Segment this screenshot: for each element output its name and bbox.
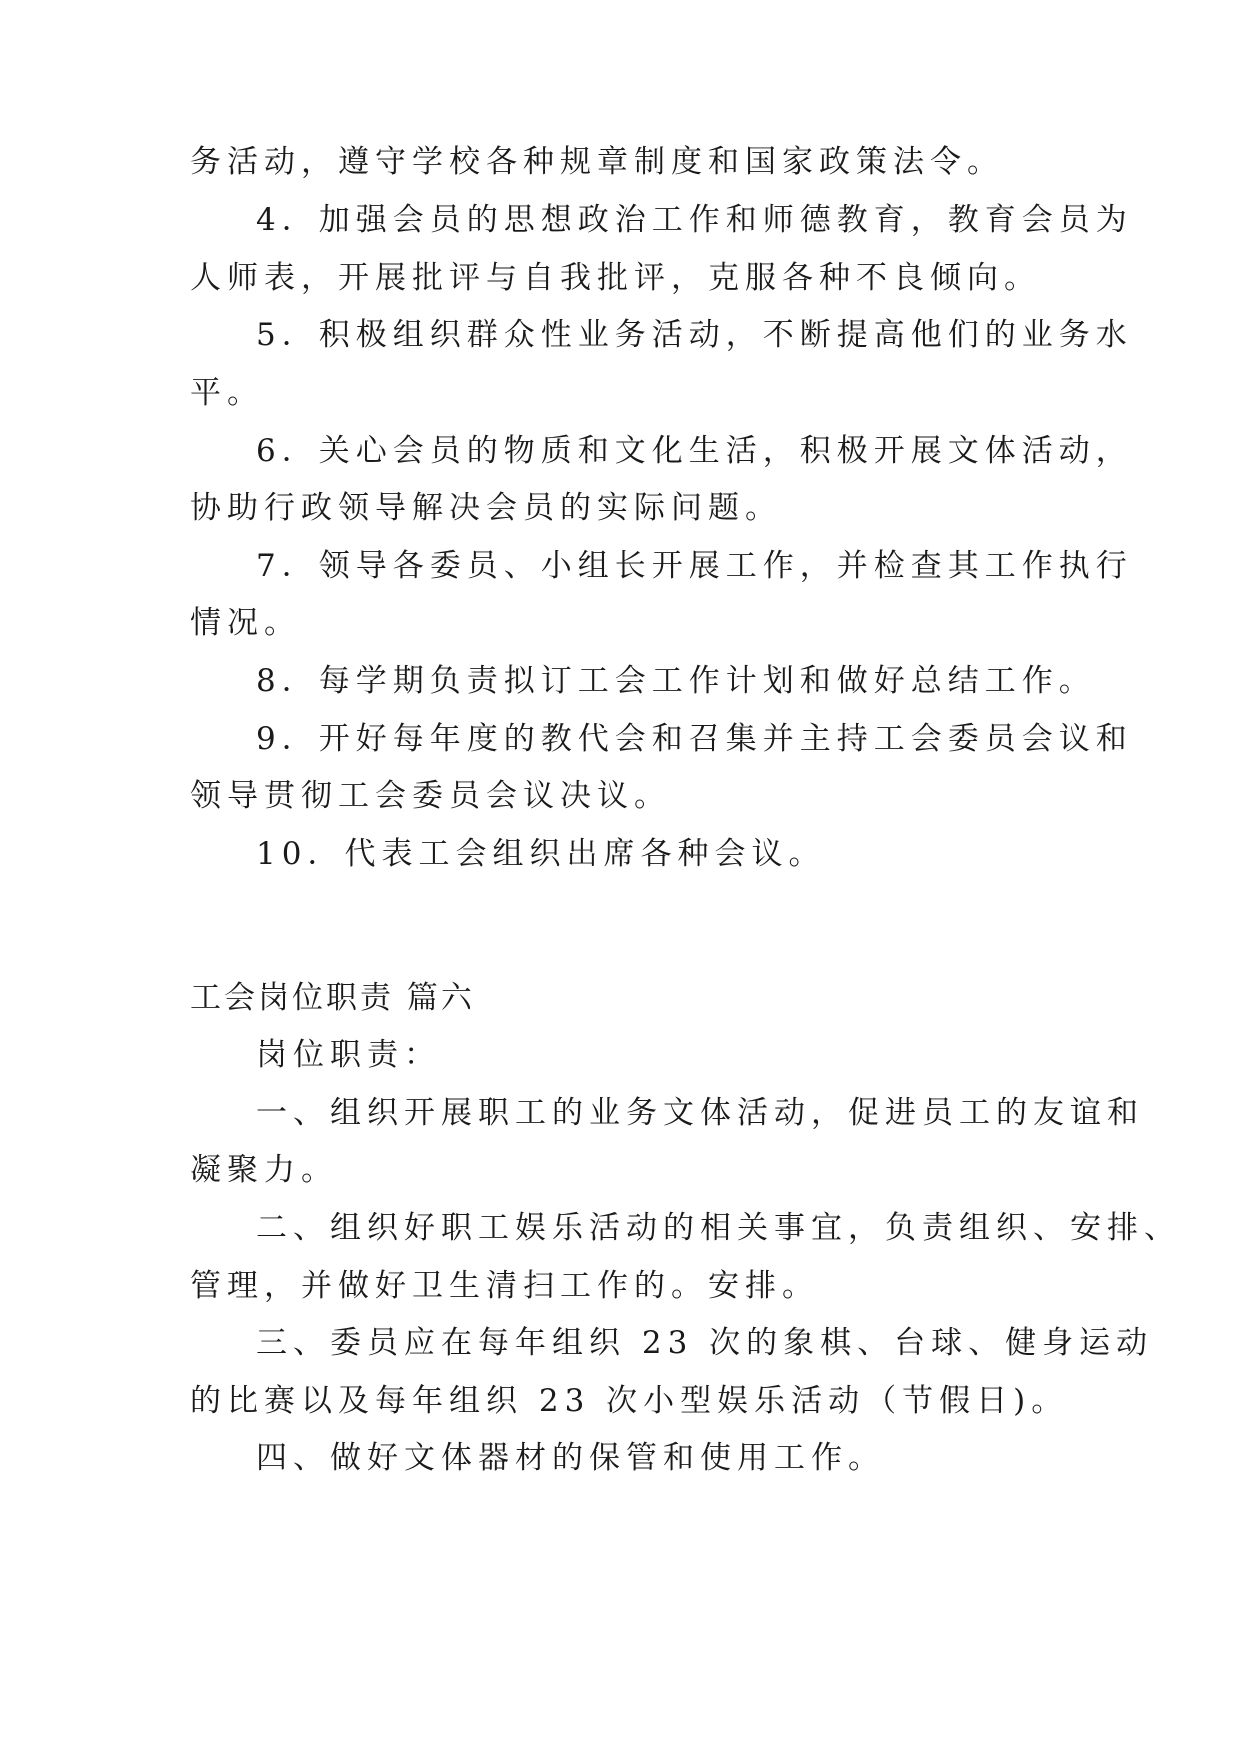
section-title: 工会岗位职责 篇六 bbox=[190, 980, 475, 1016]
paragraph-line: 的比赛以及每年组织 23 次小型娱乐活动（节假日)。 bbox=[190, 1383, 1069, 1419]
paragraph-line: 5．积极组织群众性业务活动，不断提高他们的业务水 bbox=[256, 317, 1133, 353]
paragraph-line: 三、委员应在每年组织 23 次的象棋、台球、健身运动 bbox=[256, 1325, 1154, 1361]
paragraph-line: 务活动，遵守学校各种规章制度和国家政策法令。 bbox=[190, 144, 1004, 180]
paragraph-line: 管理，并做好卫生清扫工作的。安排。 bbox=[190, 1268, 819, 1304]
paragraph-line: 领导贯彻工会委员会议决议。 bbox=[190, 778, 671, 814]
paragraph-line: 平。 bbox=[190, 375, 264, 411]
paragraph-line: 岗位职责： bbox=[256, 1037, 441, 1073]
paragraph-line: 人师表，开展批评与自我批评，克服各种不良倾向。 bbox=[190, 260, 1041, 296]
paragraph-line: 一、组织开展职工的业务文体活动，促进员工的友谊和 bbox=[256, 1095, 1144, 1131]
paragraph-line: 凝聚力。 bbox=[190, 1152, 338, 1188]
paragraph-line: 8．每学期负责拟订工会工作计划和做好总结工作。 bbox=[256, 663, 1096, 699]
paragraph-line: 7．领导各委员、小组长开展工作，并检查其工作执行 bbox=[256, 548, 1133, 584]
paragraph-line: 9．开好每年度的教代会和召集并主持工会委员会议和 bbox=[256, 721, 1133, 757]
paragraph-line: 四、做好文体器材的保管和使用工作。 bbox=[256, 1440, 885, 1476]
paragraph-line: 6．关心会员的物质和文化生活，积极开展文体活动， bbox=[256, 433, 1133, 469]
paragraph-line: 4．加强会员的思想政治工作和师德教育，教育会员为 bbox=[256, 202, 1133, 238]
paragraph-line: 二、组织好职工娱乐活动的相关事宜，负责组织、安排、 bbox=[256, 1210, 1181, 1246]
paragraph-line: 情况。 bbox=[190, 605, 301, 641]
paragraph-line: 协助行政领导解决会员的实际问题。 bbox=[190, 490, 782, 526]
paragraph-line: 10．代表工会组织出席各种会议。 bbox=[256, 836, 826, 872]
